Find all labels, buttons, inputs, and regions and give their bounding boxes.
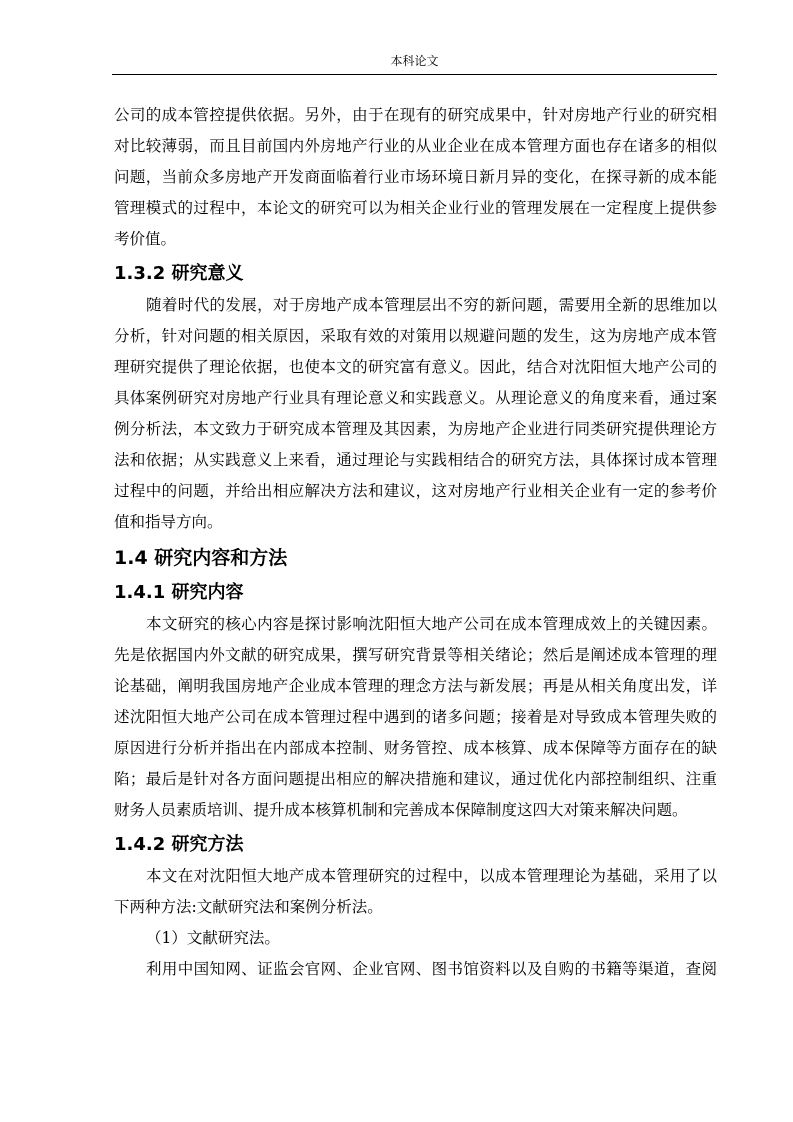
significance-paragraph [114,290,717,538]
text-line: 陷；最后是针对各方面问题提出相应的解决措施和建议，通过优化内部控制组织、注重 [114,770,717,788]
text-line: 随着时代的发展，对于房地产成本管理层出不穷的新问题，需要用全新的思维加以 [146,296,717,314]
text-line: 值和指导方向。 [114,513,223,531]
text-line: 分析，针对问题的相关原因，采取有效的对策用以规避问题的发生，这为房地产成本管 [114,327,717,345]
text-line: 考价值。 [114,230,177,248]
text-line: 论基础，阐明我国房地产企业成本管理的理念方法与新发展；再是从相关角度出发，详 [114,677,717,695]
text-line: 理研究提供了理论依据，也使本文的研究富有意义。因此，结合对沈阳恒大地产公司的 [114,358,717,376]
text-line: 法和依据；从实践意义上来看，通过理论与实践相结合的研究方法，具体探讨成本管理 [114,451,717,469]
heading-1-4-1: 1.4.1 研究内容 [114,582,244,603]
text-line: 具体案例研究对房地产行业具有理论意义和实践意义。从理论意义的角度来看，通过案 [114,389,717,407]
list-item-literature-method: （1）文献研究法。 [146,929,280,947]
text-line: 本文研究的核心内容是探讨影响沈阳恒大地产公司在成本管理成效上的关键因素。 [146,615,717,633]
text-line: 公司的成本管控提供依据。另外，由于在现有的研究成果中，针对房地产行业的研究相 [114,106,717,124]
text-line: 管理模式的过程中，本论文的研究可以为相关企业行业的管理发展在一定程度上提供参 [114,199,717,217]
page-header: 本科论文 [390,54,439,68]
heading-1-4-2: 1.4.2 研究方法 [114,834,244,855]
text-line: 问题，当前众多房地产开发商面临着行业市场环境日新月异的变化，在探寻新的成本能 [114,168,717,186]
intro-paragraph [114,100,717,255]
text-line: 下两种方法:文献研究法和案例分析法。 [114,898,383,916]
text-line: 例分析法，本文致力于研究成本管理及其因素，为房地产企业进行同类研究提供理论方 [114,420,717,438]
body-content [114,100,717,985]
heading-1-3-2: 1.3.2 研究意义 [114,263,244,284]
content-paragraph [114,609,717,826]
text-line: 先是依据国内外文献的研究成果，撰写研究背景等相关绪论；然后是阐述成本管理的理 [114,646,717,664]
text-line: 本文在对沈阳恒大地产成本管理研究的过程中，以成本管理理论为基础，采用了以 [146,867,717,885]
text-line: 述沈阳恒大地产公司在成本管理过程中遇到的诸多问题；接着是对导致成本管理失败的 [114,708,717,726]
text-line: 对比较薄弱，而且目前国内外房地产行业的从业企业在成本管理方面也存在诸多的相似 [114,137,717,155]
text-line: 过程中的问题，并给出相应解决方法和建议，这对房地产行业相关企业有一定的参考价 [114,482,717,500]
text-line: 原因进行分析并指出在内部成本控制、财务管控、成本核算、成本保障等方面存在的缺 [114,739,717,757]
literature-paragraph-line: 利用中国知网、证监会官网、企业官网、图书馆资料以及自购的书籍等渠道，查阅 [146,960,717,978]
header-divider [112,74,717,75]
text-line: 财务人员素质培训、提升成本核算机制和完善成本保障制度这四大对策来解决问题。 [114,801,688,819]
method-paragraph [114,861,717,923]
heading-1-4: 1.4 研究内容和方法 [114,547,288,569]
